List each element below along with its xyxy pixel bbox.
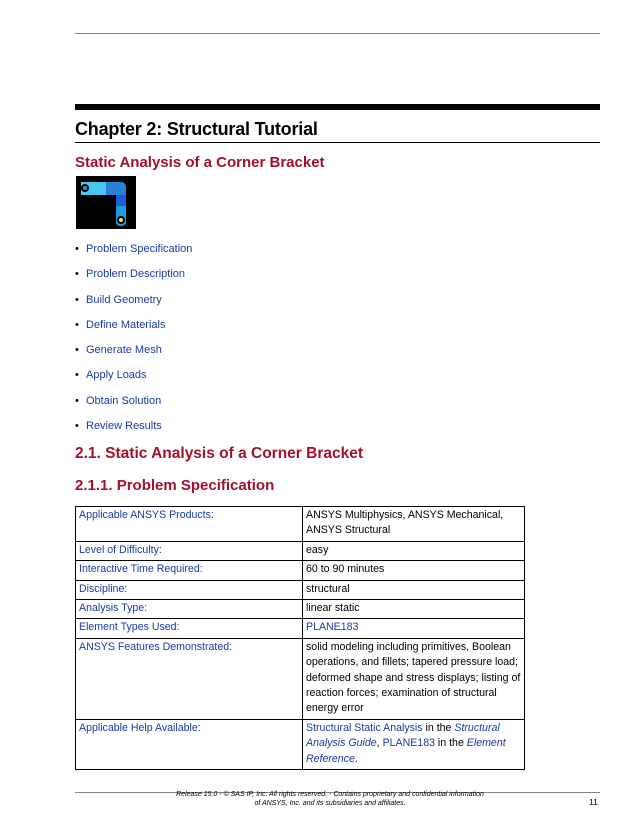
bracket-thumbnail-image[interactable] [76,176,136,229]
link-build-geometry[interactable]: Build Geometry [86,293,162,306]
footer-line-2: of ANSYS, Inc. and its subsidiaries and affiliates. [254,800,406,807]
list-item [75,291,192,316]
table-cell-value: solid modeling including primitives, Boolean operations, and fillets; tapered pressure load; deformed shape and stress displays; listing of reaction forces; examination of structural energy error [303,638,525,719]
bullet-icon: • [75,394,79,407]
chapter-bottom-rule [75,142,600,143]
table-cell-label: ANSYS Features Demonstrated: [76,638,303,719]
list-item [75,341,192,366]
table-row [76,600,525,619]
table-cell-value: linear static [303,600,525,619]
plane183-link[interactable]: PLANE183 [306,621,359,634]
element-reference-link[interactable]: Element Reference [306,737,506,765]
bullet-icon: • [75,420,79,433]
bullet-icon: • [75,369,79,382]
list-item [75,392,192,417]
bullet-icon: • [75,293,79,306]
structural-analysis-guide-link[interactable]: Structural Analysis Guide [306,721,500,750]
help-text: , [376,737,383,750]
table-cell-value [303,719,525,769]
link-review-results[interactable]: Review Results [86,420,162,433]
link-obtain-solution[interactable]: Obtain Solution [86,394,162,407]
bullet-icon: • [75,243,79,255]
bracket-stress-plot-icon [76,176,136,229]
chapter-title: Chapter 2: Structural Tutorial [75,119,318,139]
bullet-icon: • [75,344,79,357]
structural-static-analysis-link[interactable]: Structural Static Analysis [306,721,423,734]
table-row [76,638,525,719]
list-item [75,240,192,265]
bullet-icon: • [75,318,79,331]
table-row [76,507,525,542]
top-rule [75,33,600,34]
list-item [75,316,192,341]
page-number: 11 [589,797,598,807]
table-cell-label: Element Types Used: [76,619,303,638]
table-cell-label: Interactive Time Required: [76,561,303,580]
table-cell-value [303,619,525,638]
help-text: in the [422,721,455,734]
table-cell-label: Discipline: [76,580,303,599]
link-problem-description[interactable]: Problem Description [86,268,186,281]
section-title[interactable]: Static Analysis of a Corner Bracket [75,154,325,171]
table-cell-label: Applicable Help Available: [76,719,303,769]
bullet-icon: • [75,268,79,281]
footer-line-1: Release 15.0 - © SAS IP, Inc. All rights reserved. - Contains proprietary and confidential information [176,791,484,798]
heading-2-1[interactable]: 2.1. Static Analysis of a Corner Bracket [75,445,364,462]
table-row [76,561,525,580]
table-row [76,541,525,560]
table-cell-value: ANSYS Multiphysics, ANSYS Mechanical, ANSYS Structural [303,507,525,542]
problem-specification-table [75,506,525,770]
table-cell-label: Level of Difficulty: [76,541,303,560]
link-define-materials[interactable]: Define Materials [86,318,166,331]
table-cell-value: structural [303,580,525,599]
list-item [75,366,192,391]
link-apply-loads[interactable]: Apply Loads [86,369,147,382]
table-cell-label: Applicable ANSYS Products: [76,507,303,542]
table-row [76,619,525,638]
link-problem-specification[interactable]: Problem Specification [86,243,193,255]
link-generate-mesh[interactable]: Generate Mesh [86,344,162,357]
heading-2-1-1[interactable]: 2.1.1. Problem Specification [75,477,275,494]
table-cell-label: Analysis Type: [76,600,303,619]
table-row [76,580,525,599]
table-cell-value: easy [303,541,525,560]
plane183-help-link[interactable]: PLANE183 [382,737,435,750]
topic-link-list [75,240,192,442]
list-item [75,265,192,290]
footer-copyright [150,790,510,808]
list-item [75,417,192,442]
help-text: in the [434,737,467,750]
table-row [76,719,525,769]
chapter-top-rule [75,104,600,110]
help-text: . [354,752,358,765]
table-cell-value: 60 to 90 minutes [303,561,525,580]
